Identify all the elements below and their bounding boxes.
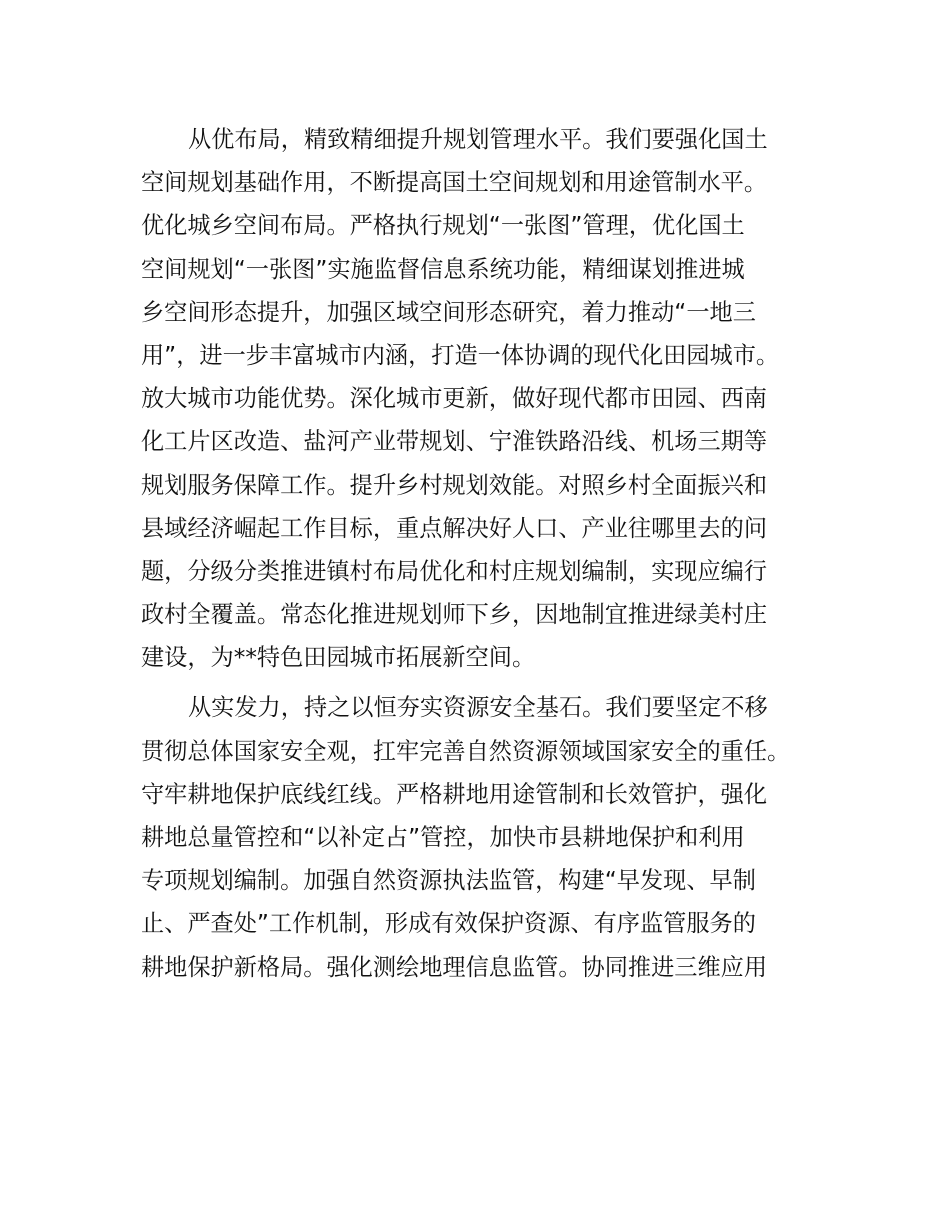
paragraph-line: 从优布局，精致精细提升规划管理水平。我们要强化国土 <box>188 126 768 153</box>
paragraph-line: 优化城乡空间布局。严格执行规划“一张图”管理，优化国土 <box>141 212 745 240</box>
paragraph-line: 贯彻总体国家安全观，扛牢完善自然资源领域国家安全的重任。 <box>141 737 791 765</box>
paragraph-line: 规划服务保障工作。提升乡村规划效能。对照乡村全面振兴和 <box>141 471 768 499</box>
paragraph-spacing <box>141 679 831 686</box>
paragraph-line: 乡空间形态提升，加强区域空间形态研究，着力推动“一地三 <box>141 298 756 326</box>
paragraph-line: 空间规划“一张图”实施监督信息系统功能，精细谋划推进城 <box>141 255 745 283</box>
paragraph-line: 从实发力，持之以恒夯实资源安全基石。我们要坚定不移 <box>188 694 768 722</box>
document-body <box>141 118 831 989</box>
paragraph-line: 止、严查处”工作机制，形成有效保护资源、有序监管服务的 <box>141 910 756 938</box>
paragraph-line: 化工片区改造、盐河产业带规划、宁淮铁路沿线、机场三期等 <box>141 428 768 456</box>
paragraph-1 <box>141 118 831 679</box>
paragraph-line: 县域经济崛起工作目标，重点解决好人口、产业往哪里去的问 <box>141 514 768 542</box>
paragraph-line: 守牢耕地保护底线红线。严格耕地用途管制和长效管护，强化 <box>141 780 768 808</box>
paragraph-2 <box>141 686 831 988</box>
paragraph-line: 题，分级分类推进镇村布局优化和村庄规划编制，实现应编行 <box>141 557 768 585</box>
paragraph-line: 耕地保护新格局。强化测绘地理信息监管。协同推进三维应用 <box>141 953 768 981</box>
paragraph-line: 专项规划编制。加强自然资源执法监管，构建“早发现、早制 <box>141 867 756 895</box>
paragraph-line: 放大城市功能优势。深化城市更新，做好现代都市田园、西南 <box>141 385 768 413</box>
paragraph-line: 空间规划基础作用，不断提高国土空间规划和用途管制水平。 <box>141 169 768 197</box>
paragraph-line: 耕地总量管控和“以补定占”管控，加快市县耕地保护和利用 <box>141 824 745 851</box>
paragraph-line: 用”，进一步丰富城市内涵，打造一体协调的现代化田园城市。 <box>141 341 780 369</box>
paragraph-line: 政村全覆盖。常态化推进规划师下乡，因地制宜推进绿美村庄 <box>141 601 768 629</box>
paragraph-line: 建设，为**特色田园城市拓展新空间。 <box>141 644 536 672</box>
